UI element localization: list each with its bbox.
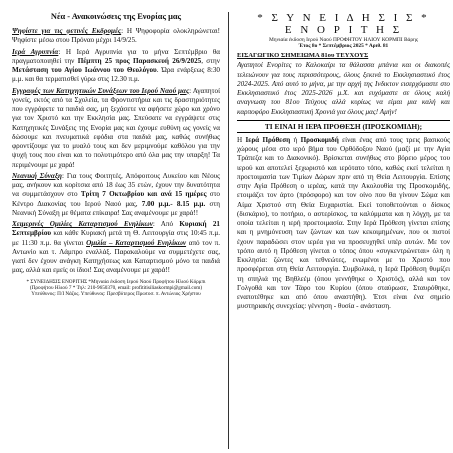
news-item-vigil-text1: : Η Ιερά Αγρυπνία για το μήνα Σεπτέμβριο θα πραγματοποιηθεί την [12,47,220,65]
news-item-catechism [12,87,220,170]
intro-heading: ΕΙΣΑΓΩΓΙΚΟ ΣΗΜΕΙΩΜΑ 81ου ΤΕΥΧΟΥΣ [237,52,369,60]
news-item-youth-text1: : Για τους Φοιτητές, Απόφοιτους Λυκείου και Νέους μας, ανήκουν και κορίτσια από 18 έως 35 ετών, έχουν την δυνατότητα να συμμετάσχουν στο [12,171,220,199]
article-body-part2: ή [290,135,301,144]
column-divider [228,12,229,449]
news-item-vigil-date: Πέμπτη 25 προς Παρασκευή 26/9/2025 [77,56,202,65]
news-item-talks-text3: από τον π. Αντωνίο και τ. Λάμπρο εναλλάξ. Παρακαλούμε να συμμετέχετε σας, γιατί δεν έχουν ανάγκη Κατηχήσεως και Καταρτισμού μόνο τα παιδιά μας, αλλά και εμείς οι ίδιοι! Σας αναμένουμε με χαρά!! [12,238,220,275]
masthead-title: * Σ Υ Ν Ε Ι Δ Η Σ Ι Σ * [257,12,430,24]
editorial-column [237,12,450,449]
masthead-publisher: Μηνιαία έκδοση Ιερού Ναού ΠΡΟΦΗΤΟΥ ΗΛΙΟΥ ΚΟΡΜΠΙ Βάρης [268,37,419,43]
news-item-catechism-head: Εγγραφές των Κατηχητικών Συνάξεων του Ιερού Ναού μας [12,86,190,95]
news-item-vigil-text2: , στην [201,56,220,65]
news-item-youth-text2: στο Κέντρο Διακονίας του Ιερού Ναού μας, [12,190,220,208]
article-term-proskomidi: Προσκομιδή [300,135,339,144]
news-item-youth-date: Τρίτη 7 Οκτωβρίου και ανά 15 ημέρες [80,190,207,199]
news-item-voting-text: : Η Ψηφοφορία ολοκληρώνεται! Ψηφίστε μέσω στου Πρόναο μέχρι 14/9/25. [12,27,220,45]
article-term-prothesis: Ιερά Πρόθεση [245,135,291,144]
news-item-vigil [12,48,220,85]
news-item-voting [12,27,220,46]
footer-responsible: Υπεύθυνος: Π/Ι Νάζος. Υπεύθυνος: Πρεσβύτερος Πρωτοσ. π. Αντώνιος Χρήστου [31,291,201,298]
intro-text: Αγαπητοί Ενορίτες το Καλοκαίρι τα θάλασσα μπάνια και οι διακοπές τελειώνουν για τους περισσότερους, όλους ξεκινά το Εκκλησιαστικό έτος 2024-2025. Από αυτό το μήνα, με την αρχή της Ινδικτον εισερχόμαστε στο Εκκλησιαστικό έτος 2025-2026 μ.Χ. και ευχόμαστε σε όλους καλή αναγνωση του 81ου Τεύχους αλλά κυρίως να είμαι μια καλή και καρποφόρο Εκκλησιαστική Χρονιά για όλους μας! Αμήν! [237,61,450,116]
news-item-vigil-head: Ιερά Αγρυπνία [12,47,59,56]
news-item-youth-head: Νεανική Σύναξη [12,171,62,180]
news-item-talks [12,220,220,276]
article-body-part3: είναι ένας από τους τρεις βασικούς χώρους μέσα στο ιερό βήμα του Ορθόδοξου Ναού (μαζί με την Αγία Τράπεζα και το Διακονικό). Βρίσκεται συνήθως στο βόρειο μέρος του ιερού και αποτελεί ξεχωριστό και ιερότατο τόπο, καθώς εκεί τελείται η προετοιμασία των Τιμίων Δώρων πριν από τη Θεία Λειτουργία. Επίσης στην Αγία Πρόθεση ο ιερέας, κατά την Ακολουθία της Προσκομιδής, ετοιμάζει τον άρτο (πρόσφορο) και τον οίνο που θα γίνουν Σώμα και Αίμα Χριστού στη Θεία Ευχαριστία. Εκεί τοποθετούνται ο δίσκος (δισκάριο), το ποτήριο, ο αστερίσκος, τα καλύμματα και η λόγχη, με τα οποία τελείται η ιερή προετοιμασία. Στην Ιερά Πρόθεση γίνεται επίσης και η μνημόνευση των ζώντων και των κεκοιμημένων, που οι πιστοί έχουν παραδώσει στον ιερέα για να προσευχηθεί υπέρ αυτών. Με τον τρόπο αυτό η Πρόθεση γίνεται ο τόπος όπου «συγκεντρώνεται» όλη η Εκκλησία: ζώντες και τεθνεώτες, ενωμένοι με το Χριστό που προσφέρεται στη Θεία Λειτουργία. Συμβολικά, η Ιερά Πρόθεση θυμίζει τη σπηλιά της Βηθλεέμ (όπου γεννήθηκε ο Χριστός), αλλά και τον Γολγοθά και τον Τάφο του Κυρίου (όπου σταύρωσε, Σταυρόθηκε, εναποτέθηκε και από όπου αναστήθη). Έτσι είναι ένα σημείο μυστηριακής συνεχείας: γέννηση - θυσία - ανάσταση. [237,135,450,311]
section-rule-bottom [237,132,450,133]
news-item-vigil-place: Μετάσταση του Αγίου Ιωάννου του Θεολόγου [12,66,157,74]
news-item-talks-name: Ομιλία – Καταρτισμού Ενηλίκων [86,238,187,247]
footer-contact: (Προφήτου Ηλιού 7 * Τηλ: 210-9650370, email: profititisiliaskormpi@gmail.com) [29,284,203,291]
news-item-youth-text3: στη Νεανική Σύναξη με θέματα επίκαιρα! Σας αναμένουμε με χαρά!! [12,199,220,217]
footer-publication: * ΣΥΝΕΙΔΗΣΙΣ ΕΝΟΡΙΤΗΣ *Μηνιαία έκδοση Ιερού Ναού Προφήτου Ηλιού Κόρμπι [26,278,206,285]
news-title: Νέα - Ανακοινώσεις της Ενορίας μας [50,12,182,21]
news-item-talks-text2: και κάθε Κυριακή μετά τη Θ. Λειτουργία στις 10:45 π.μ. με 11:30 π.μ. θα γίνεται [12,229,220,247]
masthead-subtitle: Ε Ν Ο Ρ Ι Τ Η Σ [284,24,403,36]
news-item-youth [12,172,220,218]
section-rule-top [237,120,450,121]
news-column [12,12,220,449]
news-item-youth-time: 7.00 μ.μ.- 8.15 μ.μ. [141,199,206,208]
section-heading: ΤΙ ΕΙΝΑΙ Η ΙΕΡΑ ΠΡΟΘΕΣΗ (ΠΡΟΣΚΟΜΙΔΗ); [264,121,423,131]
news-item-talks-head: Χειμερινές Ομιλίες Καταρτισμού Ενηλίκων [12,220,153,228]
news-item-talks-text1: : Από [152,220,180,228]
news-item-vigil-text3: . Ώρα ενάρξεως 8:30 μ.μ. και θα τερματισθεί γύρω στις 12.30 π.μ. [12,66,220,84]
news-item-catechism-text: : Αγαπητοί γονείς, εκτός από τα Σχολεία, τα Φροντιστήρια και τις δραστηριότητες που εγγράφετε τα παιδιά σας, μη ξεχάσετε να αφήσετε χώρο και χρόνο για τον Χριστό και την Εκκλησία μας. Σπεύσατε να εγγράψετε στις Κατηχητικές Συνάξεις της Ενορία μας και έχουμε ευθύνη ως γονείς να δώσουμε και πνευματικά εφόδια στα παιδιά μας, καθώς συνήθως φροντίζουμε για το μυαλό τους και δεν μεριμνούμε καθόλου για την ψυχή τους που είναι και το πολυτιμότερο από όλα μας την υπαρξη! Τα περιμένουμε με χαρά! [12,86,220,169]
article-body [237,136,450,312]
news-item-voting-head: Ψηφίστε για τις φετινές Εκδρομές [12,27,122,35]
masthead-issue: Έτος 8ο * Σεπτέμβριος 2025 * Αριθ. 81 [298,43,389,50]
news-item-talks-date: Κυριακή 21 Σεπτεμβρίου [12,220,220,238]
article-body-part1: Η [237,135,246,144]
